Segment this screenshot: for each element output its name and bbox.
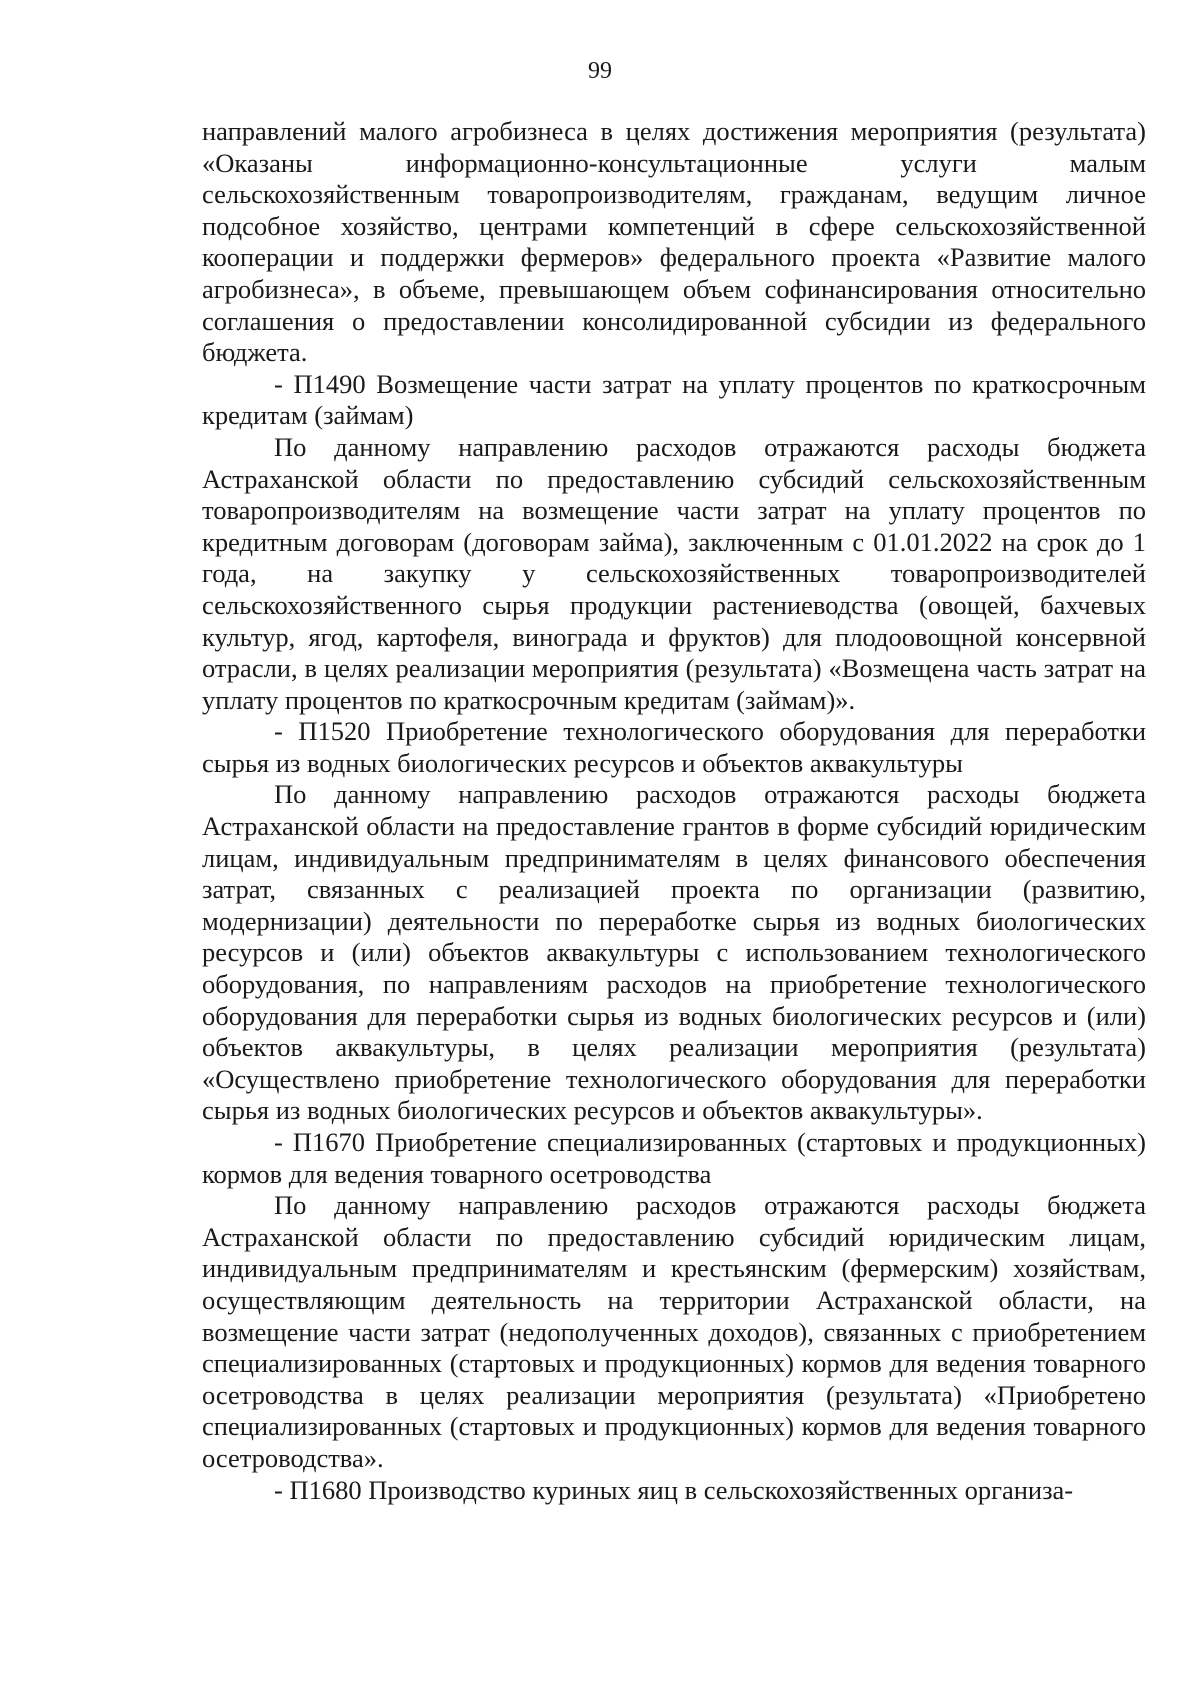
item-heading-p1670: - П1670 Приобретение специализированных (стартовых и продукционных) кормов для ведения товарного осетроводства [202,1127,1146,1189]
paragraph-p1520-description: По данному направлению расходов отражаются расходы бюджета Астраханской области на предоставление грантов в форме субсидий юридическим лицам, индивидуальным предпринимателям в целях финансового обеспечения затрат, связанных с реализацией проекта по организации (развитию, модернизации) деятельности по переработке сырья из водных биологических ресурсов и (или) объектов аквакультуры с использованием технологического оборудования, по направлениям расходов на приобретение технологического оборудования для переработки сырья из водных биологических ресурсов и (или) объектов аквакультуры, в целях реализации мероприятия (результата) «Осуществлено приобретение технологического оборудования для переработки сырья из водных биологических ресурсов и объектов аквакультуры». [202,779,1146,1126]
paragraph-p1670-description: По данному направлению расходов отражаются расходы бюджета Астраханской области по предоставлению субсидий юридическим лицам, индивидуальным предпринимателям и крестьянским (фермерским) хозяйствам, осуществляющим деятельность на территории Астраханской области, на возмещение части затрат (недополученных доходов), связанных с приобретением специализированных (стартовых и продукционных) кормов для ведения товарного осетроводства в целях реализации мероприятия (результата) «Приобретено специализированных (стартовых и продукционных) кормов для ведения товарного осетроводства». [202,1190,1146,1473]
page-number: 99 [588,58,612,84]
item-heading-p1490: - П1490 Возмещение части затрат на уплату процентов по краткосрочным кредитам (займам) [202,368,1146,431]
paragraph-p1490-description: По данному направлению расходов отражаются расходы бюджета Астраханской области по предоставлению субсидий сельскохозяйственным товаропроизводителям на возмещение части затрат на уплату процентов по кредитным договорам (договорам займа), заключенным с 01.01.2022 на срок до 1 года, на закупку у сельскохозяйственных товаропроизводителей сельскохозяйственного сырья продукции растениеводства (овощей, бахчевых культур, ягод, картофеля, винограда и фруктов) для плодоовощной консервной отрасли, в целях реализации мероприятия (результата) «Возмещена часть затрат на уплату процентов по краткосрочным кредитам (займам)». [202,431,1146,715]
item-heading-p1520: - П1520 Приобретение технологического оборудования для переработки сырья из водных биологических ресурсов и объектов аквакультуры [202,716,1146,778]
paragraph-continuation: направлений малого агробизнеса в целях достижения мероприятия (результата) «Оказаны информационно-консультационные услуги малым сельскохозяйственным товаропроизводителям, гражданам, ведущим личное подсобное хозяйство, центрами компетенций в сфере сельскохозяйственной кооперации и поддержки фермеров» федерального проекта «Развитие малого агробизнеса», в объеме, превышающем объем софинансирования относительно соглашения о предоставлении консолидированной субсидии из федерального бюджета. [202,116,1146,368]
item-heading-p1680: - П1680 Производство куриных яиц в сельскохозяйственных организа- [274,1474,1074,1505]
document-body [202,116,1146,1506]
